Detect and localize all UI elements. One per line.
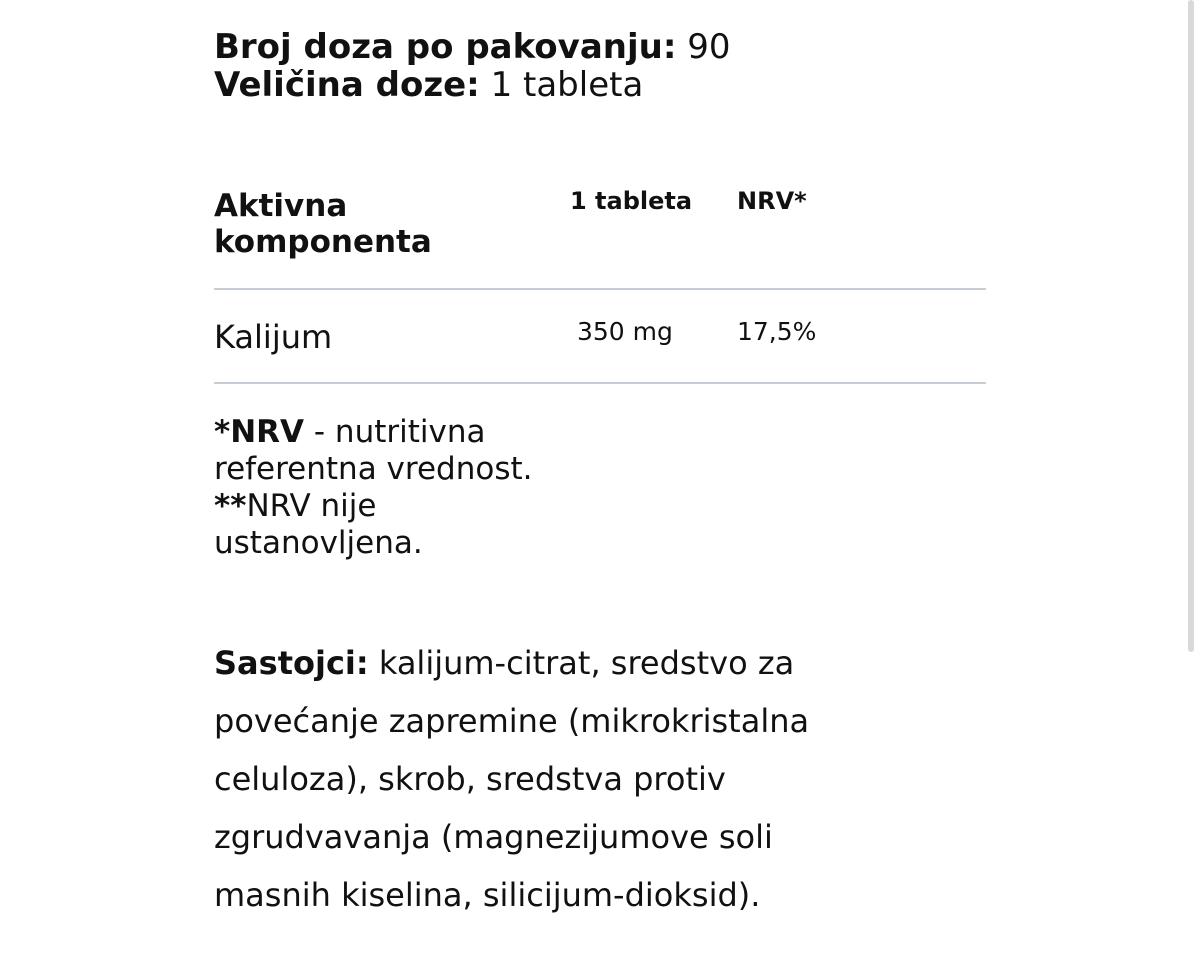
row-nrv: 17,5% [737,317,817,346]
table-divider [214,382,986,384]
header-nrv: NRV* [737,187,807,215]
serving-size-value: 1 tableta [490,65,644,105]
row-amount: 350 mg [577,317,673,346]
servings-row [214,28,731,66]
ingredients-line: masnih kiselina, silicijum-dioksid). [214,876,761,914]
footnote-not-set-marker: ** [214,488,247,524]
row-component-name: Kalijum [214,318,333,356]
servings-value: 90 [687,27,731,67]
ingredients-label: Sastojci: [214,644,369,682]
ingredients-text: kalijum-citrat, sredstvo za [368,644,795,682]
serving-size-label: Veličina doze: [214,65,480,105]
header-active-component: Aktivna komponenta [214,188,432,260]
footnote-nrv-marker: *NRV [214,414,305,450]
ingredients-line: povećanje zapremine (mikrokristalna [214,702,810,740]
header-amount: 1 tableta [570,187,693,215]
ingredients-line: zgrudvavanja (magnezijumove soli [214,818,773,856]
scrollbar[interactable] [1188,0,1194,652]
footnote-not-set-text: NRV nije ustanovljena. [214,488,423,561]
dosage-info [214,28,731,104]
ingredients [214,634,914,924]
footnote-nrv-text: - nutritivna referentna vrednost. [214,414,533,487]
nrv-footnote [214,414,534,562]
ingredients-line [214,634,914,692]
serving-size-row [214,66,731,104]
table-divider [214,288,986,290]
ingredients-line: celuloza), skrob, sredstva protiv [214,760,726,798]
servings-label: Broj doza po pakovanju: [214,27,677,67]
